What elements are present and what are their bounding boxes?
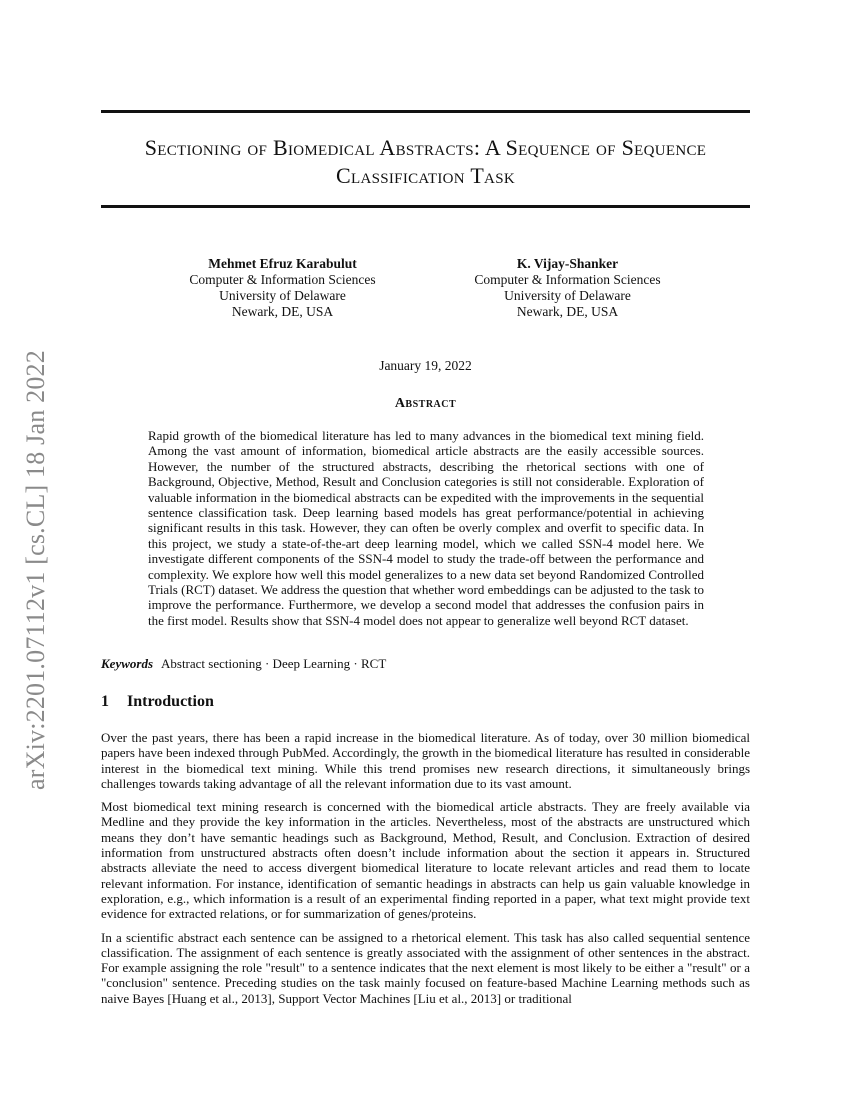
section-number: 1 bbox=[101, 693, 109, 710]
section-title: Introduction bbox=[127, 693, 214, 710]
section-body bbox=[101, 730, 750, 1014]
keywords-label: Keywords bbox=[101, 656, 153, 671]
author-name: Mehmet Efruz Karabulut bbox=[208, 256, 357, 271]
author-location: Newark, DE, USA bbox=[516, 304, 619, 319]
body-paragraph: Most biomedical text mining research is concerned with the biomedical article abstracts. They are freely available via Medline and they provide the key information in the articles. Nevertheless, most of the abstracts are unstructured which means they don’t have semantic headings such as Background, Method, Result, and Conclusion. Extraction of desired information from unstructured abstracts often doesn’t include information about the section it appears in. Structured abstracts alleviate the need to access divergent biomedical literature to locate relevant articles and read them to locate relevant information. For instance, identification of semantic headings in abstracts can help us gain valuable knowledge in exploration, e.g., which information is a result of an experimental finding reported in a paper, what text might provide text evidence for extracted relations, or for summarization of genes/proteins. bbox=[101, 799, 750, 922]
author-department: Computer & Information Sciences bbox=[189, 272, 376, 287]
author-university: University of Delaware bbox=[219, 288, 346, 303]
abstract-text: Rapid growth of the biomedical literature has led to many advances in the biomedical text mining field. Among the vast amount of information, biomedical article abstracts are the easily accessible sources. However, the number of the structured abstracts, describing the rhetorical sections with one of Background, Objective, Method, Result and Conclusion categories is still not considerable. Exploration of valuable information in the biomedical abstracts can be expedited with the improvements in the sequential sentence classification task. Deep learning based models has great performance/potential in achieving significant results in this task. However, they can often be overly complex and overfit to specific data. In this project, we study a state-of-the-art deep learning model, which we called SSN-4 model here. We investigate different components of the SSN-4 model to study the trade-off between the performance and complexity. We explore how well this model generalizes to a new data set beyond Randomized Controlled Trials (RCT) dataset. We address the question that whether word embeddings can be adjusted to the task to improve the performance. Furthermore, we develop a second model that addresses the confusion pairs in the first model. Results show that SSN-4 model does not appear to generalize well beyond RCT dataset. bbox=[148, 428, 704, 628]
section-heading bbox=[101, 693, 750, 711]
title-top-rule bbox=[101, 110, 750, 113]
keywords-text: Abstract sectioning · Deep Learning · RCT bbox=[161, 656, 387, 671]
body-paragraph: In a scientific abstract each sentence can be assigned to a rhetorical element. This task has also called sequential sentence classification. The assignment of each sentence is greatly associated with the assignment of other sentences in the abstract. For example assigning the role "result" to a sentence indicates that the next element is most likely to be either a "result" or a "conclusion" sentence. Preceding studies on the task mainly focused on feature-based Machine Learning methods such as naive Bayes [Huang et al., 2013], Support Vector Machines [Liu et al., 2013] or traditional bbox=[101, 929, 750, 1006]
body-paragraph: Over the past years, there has been a rapid increase in the biomedical literature. As of today, over 30 million biomedical papers have been indexed through PubMed. Accordingly, the growth in the biomedical literature has resulted in considerable interest in the biomedical text mining. While this trend promises new research directions, it simultaneously brings challenges towards taking advantage of all the relevant information due to its vast amount. bbox=[101, 730, 750, 791]
abstract-heading: Abstract bbox=[394, 396, 457, 411]
author-name: K. Vijay-Shanker bbox=[516, 256, 619, 271]
paper-date: January 19, 2022 bbox=[379, 358, 472, 373]
title-bottom-rule bbox=[101, 205, 750, 208]
paper-title: Sectioning of Biomedical Abstracts: A Sequence of Sequence Classification Task bbox=[144, 135, 707, 188]
author-department: Computer & Information Sciences bbox=[474, 272, 661, 287]
author-block-1 bbox=[165, 256, 400, 320]
author-university: University of Delaware bbox=[504, 288, 631, 303]
arxiv-stamp: arXiv:2201.07112v1 [cs.CL] 18 Jan 2022 bbox=[21, 350, 50, 790]
author-location: Newark, DE, USA bbox=[231, 304, 334, 319]
author-block-2 bbox=[450, 256, 685, 320]
keywords-line bbox=[101, 656, 750, 672]
